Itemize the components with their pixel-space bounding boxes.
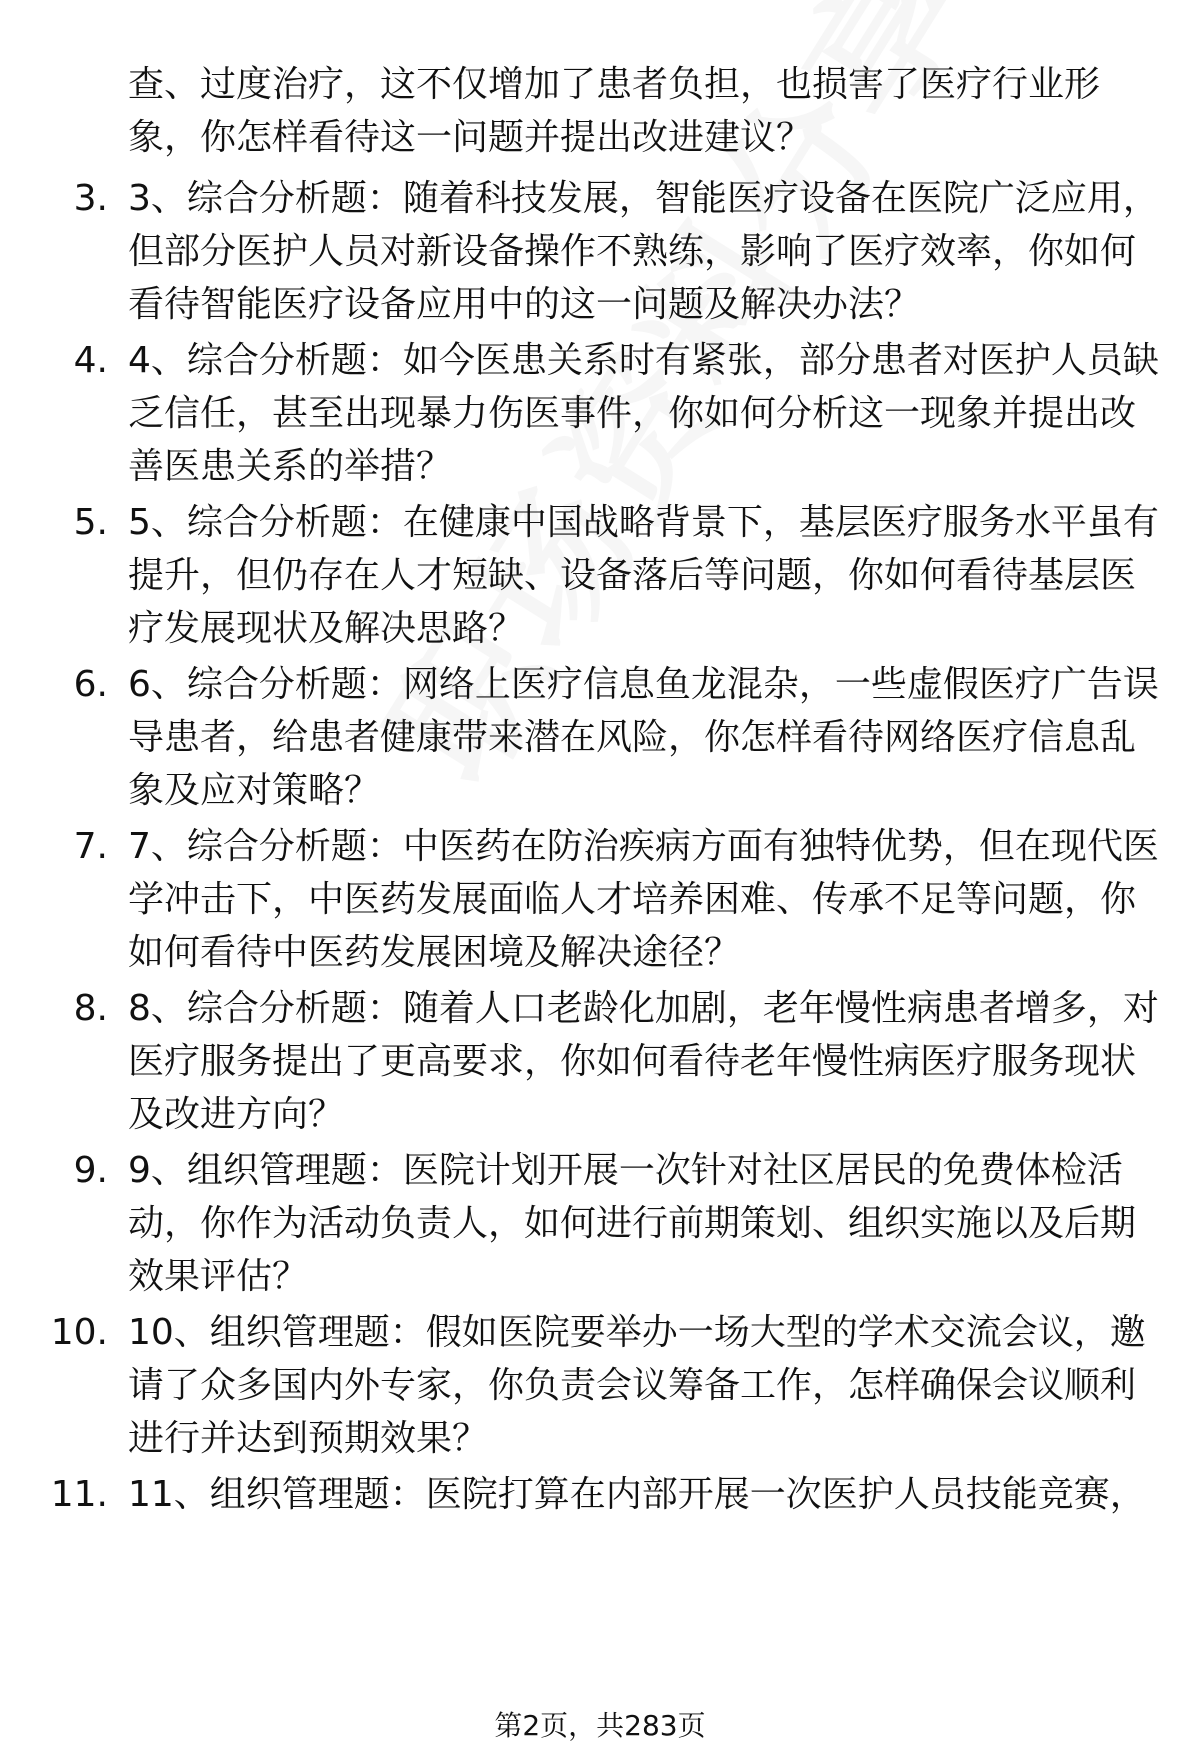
page-number-footer: 第2页，共283页	[494, 1709, 706, 1742]
list-item-number: 4.	[73, 340, 108, 381]
list-item-text: 9、组织管理题：医院计划开展一次针对社区居民的免费体检活动，你作为活动负责人，如何进行前期策划、组织实施以及后期效果评估？	[128, 1150, 1137, 1297]
list-item-text: 7、综合分析题：中医药在防治疾病方面有独特优势，但在现代医学冲击下，中医药发展面临人才培养困难、传承不足等问题，你如何看待中医药发展困境及解决途径？	[128, 826, 1159, 973]
list-item-text: 8、综合分析题：随着人口老龄化加剧，老年慢性病患者增多，对医疗服务提出了更高要求，你如何看待老年慢性病医疗服务现状及改进方向？	[128, 988, 1159, 1135]
list-item-number: 9.	[73, 1150, 108, 1191]
list-item-number: 3.	[73, 178, 108, 219]
list-item-text: 4、综合分析题：如今医患关系时有紧张，部分患者对医护人员缺乏信任，甚至出现暴力伤医事件，你如何分析这一现象并提出改善医患关系的举措？	[128, 340, 1159, 487]
list-item-text: 3、综合分析题：随着科技发展，智能医疗设备在医院广泛应用，但部分医护人员对新设备操作不熟练，影响了医疗效率，你如何看待智能医疗设备应用中的这一问题及解决办法？	[128, 178, 1159, 325]
list-item-text: 6、综合分析题：网络上医疗信息鱼龙混杂，一些虚假医疗广告误导患者，给患者健康带来潜在风险，你怎样看待网络医疗信息乱象及应对策略？	[128, 664, 1159, 811]
list-item-number: 10.	[50, 1312, 108, 1353]
list-item-number: 6.	[73, 664, 108, 705]
intro-paragraph: 查、过度治疗，这不仅增加了患者负担，也损害了医疗行业形象，你怎样看待这一问题并提出改进建议？	[128, 64, 1101, 158]
list-item-text: 5、综合分析题：在健康中国战略背景下，基层医疗服务水平虽有提升，但仍存在人才短缺、设备落后等问题，你如何看待基层医疗发展现状及解决思路？	[128, 502, 1159, 649]
list-item-text: 10、组织管理题：假如医院要举办一场大型的学术交流会议，邀请了众多国内外专家，你负责会议筹备工作，怎样确保会议顺利进行并达到预期效果？	[128, 1312, 1146, 1459]
list-item-number: 8.	[73, 988, 108, 1029]
list-item-number: 11.	[50, 1474, 108, 1515]
list-item-number: 5.	[73, 502, 108, 543]
list-item-text: 11、组织管理题：医院打算在内部开展一次医护人员技能竞赛，	[128, 1474, 1146, 1515]
list-item-number: 7.	[73, 826, 108, 867]
